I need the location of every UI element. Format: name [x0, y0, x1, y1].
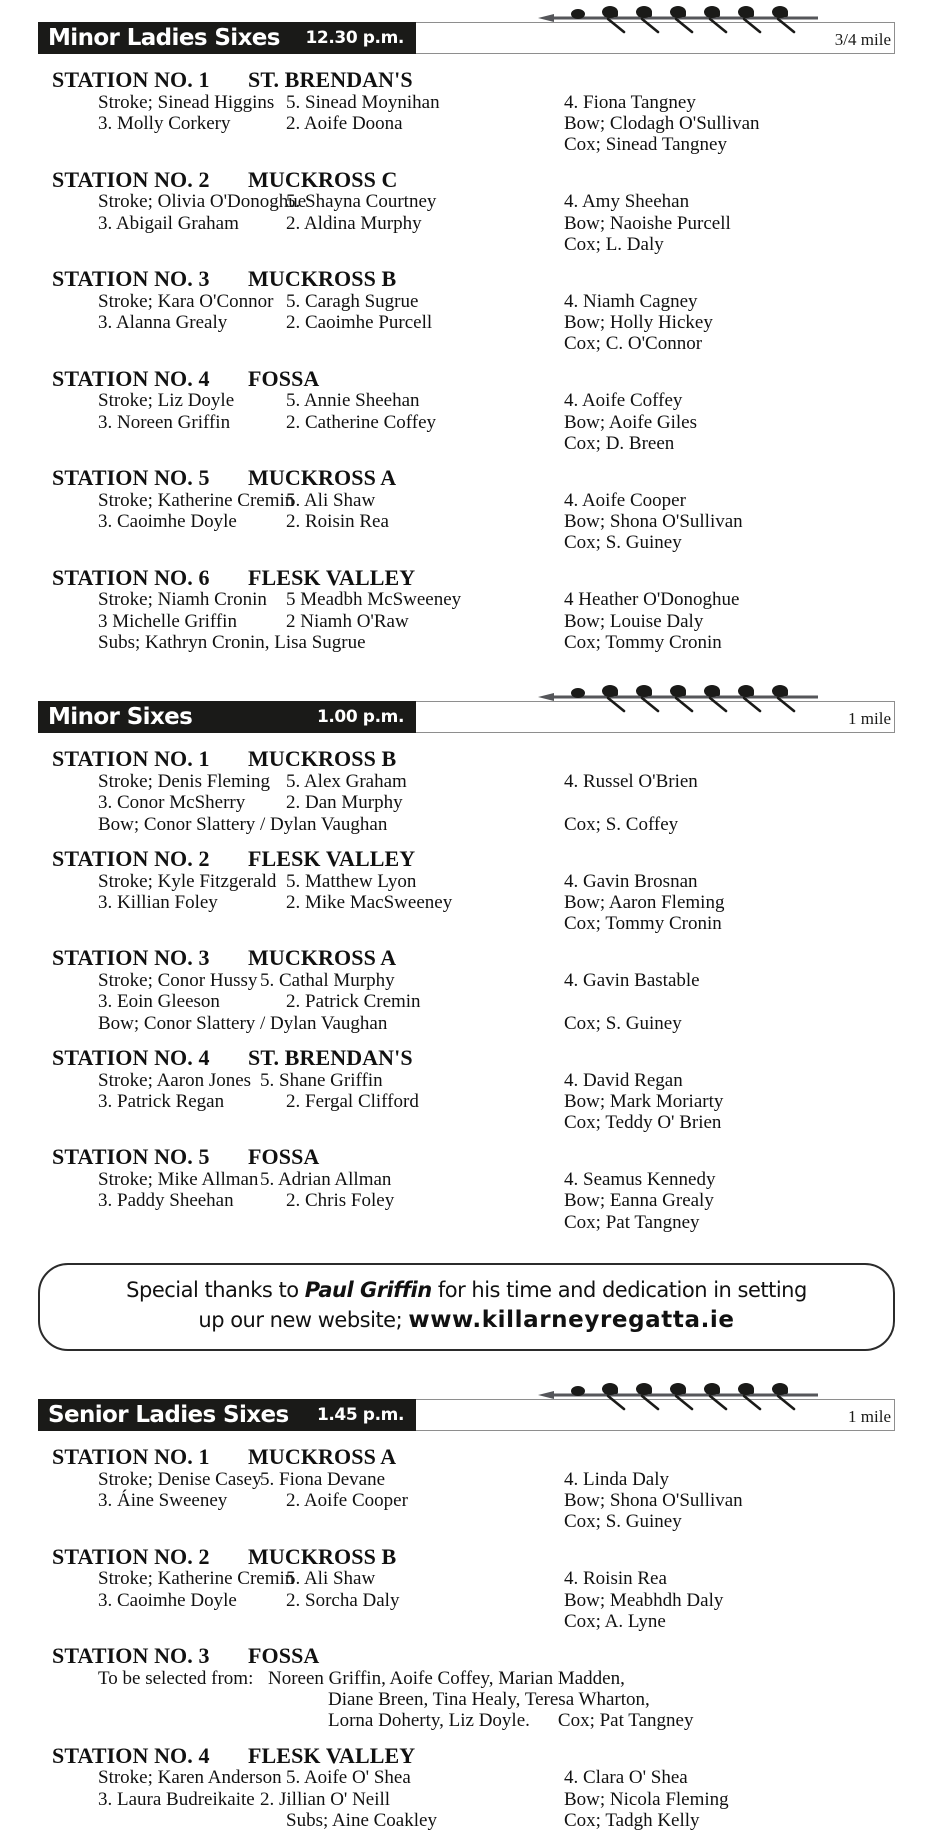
crew-seat: 5. Cathal Murphy: [260, 970, 395, 992]
crew-seat: 2. Patrick Cremin: [286, 991, 421, 1013]
station-number: STATION NO. 2: [52, 845, 210, 871]
station-number: STATION NO. 5: [52, 1144, 210, 1170]
station-club: FOSSA: [248, 365, 320, 391]
crew-seat: 2. Sorcha Daly: [286, 1589, 400, 1611]
crew-cox: Cox; L. Daly: [564, 233, 664, 255]
crew-seat: 2. Aoife Doona: [286, 113, 403, 135]
station-block: [38, 946, 895, 1034]
event-distance: 1 mile: [848, 709, 891, 729]
crew-seat: Bow; Aaron Fleming: [564, 891, 725, 913]
crew-row: [38, 333, 895, 354]
crew-seat: Stroke; Denise Casey: [98, 1468, 262, 1490]
station-block: [38, 68, 895, 156]
selection-line: Lorna Doherty, Liz Doyle.: [328, 1710, 530, 1732]
station-heading: [38, 946, 895, 970]
crew-seat: Bow; Shona O'Sullivan: [564, 511, 743, 533]
crew-cox: Cox; C. O'Connor: [564, 333, 703, 355]
event-time: 12.30 p.m.: [305, 27, 404, 48]
crew-seat: Stroke; Conor Hussy: [98, 970, 258, 992]
crew-seat: 2. Aoife Cooper: [286, 1490, 408, 1512]
crew-seat: 4. Linda Daly: [564, 1468, 670, 1490]
crew-seat: 5. Matthew Lyon: [286, 870, 417, 892]
station-heading: [38, 1744, 895, 1768]
crew-row: [38, 1013, 895, 1034]
station-number: STATION NO. 4: [52, 1044, 210, 1070]
crew-seat: 5. Shane Griffin: [260, 1069, 383, 1091]
crew-subs: Subs; Kathryn Cronin, Lisa Sugrue: [98, 632, 366, 654]
crew-row: [38, 589, 895, 610]
station-heading: [38, 1145, 895, 1169]
selection-label: To be selected from:: [98, 1667, 254, 1689]
crew-row: [38, 1568, 895, 1589]
crew-seat: 2. Fergal Clifford: [286, 1090, 419, 1112]
crew-bow: Bow; Conor Slattery / Dylan Vaughan: [98, 813, 388, 835]
crew-row: [38, 1689, 895, 1710]
crew-seat: 3. Laura Budreikaite: [98, 1788, 255, 1810]
crew-seat: [286, 1511, 550, 1532]
event-header-rule: [416, 701, 895, 733]
crew-seat: 4. Gavin Bastable: [564, 970, 700, 992]
crew-seat: Bow; Naoishe Purcell: [564, 212, 731, 234]
crew-row: [38, 291, 895, 312]
crew-seat: [38, 913, 286, 934]
crew-seat: [38, 1511, 286, 1532]
crew-seat: [38, 1212, 286, 1233]
crew-seat: Stroke; Denis Fleming: [98, 771, 271, 793]
station-club: FOSSA: [248, 1643, 320, 1669]
crew-seat: 2. Caoimhe Purcell: [286, 312, 433, 334]
crew-seat: 4. Russel O'Brien: [564, 771, 698, 793]
thanks-website-label: up our new website;: [198, 1307, 409, 1332]
station-number: STATION NO. 3: [52, 266, 210, 292]
station-block: [38, 1744, 895, 1831]
crew-seat: [38, 134, 286, 155]
event-section-minor-sixes: [38, 679, 895, 1233]
crew-seat: [38, 333, 286, 354]
crew-seat: 4. Gavin Brosnan: [564, 870, 698, 892]
selection-line: Noreen Griffin, Aoife Coffey, Marian Madden,: [268, 1667, 625, 1689]
crew-seat: [38, 1611, 286, 1632]
thanks-line-2: [66, 1305, 867, 1335]
website-url[interactable]: www.killarneyregatta.ie: [408, 1306, 735, 1333]
crew-seat: 3. Eoin Gleeson: [98, 991, 220, 1013]
crew-seat: [38, 1810, 286, 1831]
crew-row: [38, 191, 895, 212]
crew-seat: 5. Aoife O' Shea: [286, 1767, 411, 1789]
crew-seat: 4. Clara O' Shea: [564, 1767, 688, 1789]
crew-seat: 4. Aoife Coffey: [564, 390, 683, 412]
crew-seat: 5 Meadbh McSweeney: [286, 589, 462, 611]
crew-seat: 3. Conor McSherry: [98, 792, 246, 814]
crew-seat: 3. Molly Corkery: [98, 113, 231, 135]
crew-cox: Cox; Tommy Cronin: [564, 632, 722, 654]
event-header-rule: [416, 22, 895, 54]
crew-bow: Bow; Conor Slattery / Dylan Vaughan: [98, 1012, 388, 1034]
crew-row: [38, 913, 895, 934]
station-heading: [38, 1545, 895, 1569]
station-heading: [38, 466, 895, 490]
station-block: [38, 747, 895, 835]
crew-row: [38, 1212, 895, 1233]
crew-seat: 4 Heather O'Donoghue: [564, 589, 740, 611]
station-block: [38, 1445, 895, 1533]
crew-row: [38, 1590, 895, 1611]
crew-seat: Stroke; Aaron Jones: [98, 1069, 252, 1091]
station-club: FLESK VALLEY: [248, 1742, 416, 1768]
crew-cox: Cox; S. Guiney: [564, 532, 682, 554]
crew-seat: Bow; Nicola Fleming: [564, 1788, 729, 1810]
station-club: MUCKROSS B: [248, 266, 397, 292]
crew-row: [38, 1810, 895, 1831]
crew-row: [38, 1767, 895, 1788]
crew-seat: Bow; Aoife Giles: [564, 411, 697, 433]
station-number: STATION NO. 1: [52, 67, 210, 92]
station-heading: [38, 1046, 895, 1070]
event-title: Minor Ladies Sixes: [48, 24, 280, 51]
crew-seat: [286, 134, 550, 155]
crew-row: [38, 92, 895, 113]
crew-seat: [38, 433, 286, 454]
crew-seat: [38, 234, 286, 255]
event-header: [38, 1377, 895, 1433]
crew-row: [38, 1490, 895, 1511]
crew-seat: Bow; Meabhdh Daly: [564, 1589, 724, 1611]
event-distance: 1 mile: [848, 1407, 891, 1427]
station-number: STATION NO. 3: [52, 945, 210, 971]
station-number: STATION NO. 4: [52, 365, 210, 391]
crew-seat: 4. Aoife Cooper: [564, 489, 686, 511]
station-number: STATION NO. 1: [52, 746, 210, 772]
crew-seat: [286, 234, 550, 255]
crew-row: [38, 113, 895, 134]
crew-seat: Stroke; Karen Anderson: [98, 1767, 282, 1789]
station-block: [38, 1046, 895, 1134]
crew-seat: 3. Alanna Grealy: [98, 312, 228, 334]
crew-seat: [286, 433, 550, 454]
crew-seat: 5. Adrian Allman: [260, 1169, 392, 1191]
crew-seat: 2. Roisin Rea: [286, 511, 389, 533]
crew-seat: [286, 1112, 550, 1133]
station-block: [38, 1644, 895, 1732]
crew-seat: 3. Áine Sweeney: [98, 1490, 228, 1512]
crew-row: [38, 632, 895, 653]
crew-seat: 5. Alex Graham: [286, 771, 407, 793]
thanks-text-before: Special thanks to: [126, 1278, 305, 1303]
crew-row: [38, 213, 895, 234]
crew-row: [38, 792, 895, 813]
event-header-bar: [38, 22, 416, 54]
crew-seat: 2. Mike MacSweeney: [286, 891, 453, 913]
event-section-senior-ladies-sixes: [38, 1377, 895, 1831]
thanks-line-1: [66, 1277, 867, 1305]
crew-seat: Stroke; Liz Doyle: [98, 390, 235, 412]
crew-seat: Stroke; Katherine Cremin: [98, 1568, 295, 1590]
crew-row: [38, 1469, 895, 1490]
crew-seat: Stroke; Kyle Fitzgerald: [98, 870, 277, 892]
crew-seat: 3. Abigail Graham: [98, 212, 239, 234]
crew-row: [38, 611, 895, 632]
thanks-person-name: Paul Griffin: [304, 1278, 432, 1303]
crew-row: [38, 1112, 895, 1133]
station-block: [38, 367, 895, 455]
crew-seat: 3. Caoimhe Doyle: [98, 511, 237, 533]
crew-seat: 5. Annie Sheehan: [286, 390, 420, 412]
crew-seat: Stroke; Katherine Cremin: [98, 489, 295, 511]
station-block: [38, 566, 895, 654]
crew-seat: 5. Shayna Courtney: [286, 191, 437, 213]
crew-seat: 5. Ali Shaw: [286, 489, 376, 511]
crew-seat: [550, 991, 895, 1012]
crew-seat: 3. Paddy Sheehan: [98, 1190, 234, 1212]
crew-seat: Bow; Holly Hickey: [564, 312, 713, 334]
crew-seat: 2. Jillian O' Neill: [260, 1788, 391, 1810]
crew-row: [38, 134, 895, 155]
crew-row: [38, 1511, 895, 1532]
station-heading: [38, 1445, 895, 1469]
crew-seat: [286, 333, 550, 354]
crew-seat: 4. Niamh Cagney: [564, 290, 698, 312]
crew-seat: Stroke; Niamh Cronin: [98, 589, 267, 611]
crew-seat: 4. David Regan: [564, 1069, 683, 1091]
event-header-bar: [38, 1399, 416, 1431]
station-club: MUCKROSS A: [248, 1444, 397, 1470]
crew-seat: Bow; Shona O'Sullivan: [564, 1490, 743, 1512]
station-block: [38, 1145, 895, 1233]
station-club: MUCKROSS B: [248, 1543, 397, 1569]
crew-row: [38, 412, 895, 433]
event-header-rule: [416, 1399, 895, 1431]
station-number: STATION NO. 4: [52, 1742, 210, 1768]
crew-row: [38, 1190, 895, 1211]
station-club: FOSSA: [248, 1144, 320, 1170]
selection-line: Diane Breen, Tina Healy, Teresa Wharton,: [328, 1689, 650, 1711]
crew-cox: Cox; Tadgh Kelly: [564, 1810, 700, 1831]
crew-seat: 4. Seamus Kennedy: [564, 1169, 716, 1191]
station-club: FLESK VALLEY: [248, 845, 416, 871]
crew-seat: Bow; Eanna Grealy: [564, 1190, 714, 1212]
crew-row: [38, 390, 895, 411]
crew-cox: Cox; Tommy Cronin: [564, 913, 722, 935]
crew-seat: 5. Ali Shaw: [286, 1568, 376, 1590]
crew-seat: Bow; Clodagh O'Sullivan: [564, 113, 760, 135]
station-club: MUCKROSS A: [248, 465, 397, 491]
event-section-minor-ladies-sixes: [38, 0, 895, 653]
special-thanks-callout: [38, 1263, 895, 1351]
crew-cox: Cox; Teddy O' Brien: [564, 1112, 722, 1134]
crew-row: [38, 312, 895, 333]
crew-cox: Cox; S. Guiney: [564, 1012, 682, 1034]
station-block: [38, 1545, 895, 1633]
crew-seat: 4. Amy Sheehan: [564, 191, 690, 213]
station-club: MUCKROSS B: [248, 746, 397, 772]
crew-row: [38, 433, 895, 454]
event-title: Minor Sixes: [48, 703, 193, 730]
crew-seat: [550, 792, 895, 813]
crew-row: [38, 490, 895, 511]
station-heading: [38, 267, 895, 291]
crew-seat: 4. Fiona Tangney: [564, 91, 696, 113]
crew-seat: 3. Caoimhe Doyle: [98, 1589, 237, 1611]
crew-cox: Cox; S. Coffey: [564, 813, 679, 835]
crew-row: [38, 1789, 895, 1810]
crew-row: [38, 1169, 895, 1190]
crew-row: [38, 771, 895, 792]
crew-seat: 5. Sinead Moynihan: [286, 91, 440, 113]
crew-seat: 2. Catherine Coffey: [286, 411, 437, 433]
crew-seat: [286, 1212, 550, 1233]
crew-seat: 3. Noreen Griffin: [98, 411, 231, 433]
crew-cox: Cox; A. Lyne: [564, 1610, 666, 1632]
event-header: [38, 679, 895, 735]
station-number: STATION NO. 3: [52, 1643, 210, 1669]
crew-row: [38, 1710, 895, 1731]
crew-cox: Cox; Pat Tangney: [557, 1710, 694, 1732]
crew-row: [38, 532, 895, 553]
crew-cox: Cox; S. Guiney: [564, 1511, 682, 1533]
station-number: STATION NO. 1: [52, 1444, 210, 1470]
crew-seat: 3. Patrick Regan: [98, 1090, 225, 1112]
event-time: 1.00 p.m.: [316, 706, 404, 727]
crew-row: [38, 234, 895, 255]
crew-seat: 2. Dan Murphy: [286, 792, 403, 814]
crew-seat: 2 Niamh O'Raw: [286, 610, 409, 632]
event-title: Senior Ladies Sixes: [48, 1401, 289, 1428]
station-block: [38, 168, 895, 256]
crew-seat: [286, 913, 550, 934]
station-club: FLESK VALLEY: [248, 564, 416, 590]
crew-seat: 3. Killian Foley: [98, 891, 218, 913]
station-block: [38, 847, 895, 935]
station-number: STATION NO. 2: [52, 166, 210, 192]
station-heading: [38, 566, 895, 590]
crew-seat: 2. Aldina Murphy: [286, 212, 422, 234]
station-block: [38, 267, 895, 355]
crew-seat: 3 Michelle Griffin: [98, 610, 237, 632]
crew-seat: 5. Fiona Devane: [260, 1468, 386, 1490]
crew-row: [38, 892, 895, 913]
crew-row: [38, 1668, 895, 1689]
crew-row: [38, 871, 895, 892]
crew-row: [38, 511, 895, 532]
event-distance: 3/4 mile: [834, 30, 891, 49]
crew-seat: [286, 1611, 550, 1632]
crew-seat: Bow; Mark Moriarty: [564, 1090, 724, 1112]
event-header-bar: [38, 701, 416, 733]
crew-row: [38, 1091, 895, 1112]
event-time: 1.45 p.m.: [316, 1404, 404, 1425]
crew-cox: Cox; D. Breen: [564, 432, 675, 454]
crew-seat: [38, 532, 286, 553]
crew-subs: Subs; Aine Coakley: [286, 1810, 437, 1831]
crew-cox: Cox; Sinead Tangney: [564, 134, 727, 156]
crew-seat: [38, 1112, 286, 1133]
crew-cox: Cox; Pat Tangney: [564, 1211, 700, 1233]
crew-row: [38, 1070, 895, 1091]
crew-seat: Stroke; Sinead Higgins: [98, 91, 275, 113]
station-heading: [38, 168, 895, 192]
station-block: [38, 466, 895, 554]
thanks-text-after: for his time and dedication in setting: [431, 1278, 807, 1303]
station-number: STATION NO. 6: [52, 564, 210, 590]
crew-seat: [286, 532, 550, 553]
station-number: STATION NO. 5: [52, 465, 210, 491]
crew-row: [38, 970, 895, 991]
crew-seat: Bow; Louise Daly: [564, 610, 704, 632]
crew-seat: Stroke; Mike Allman: [98, 1169, 259, 1191]
station-club: ST. BRENDAN'S: [248, 1044, 413, 1070]
station-club: MUCKROSS A: [248, 945, 397, 971]
station-heading: [38, 847, 895, 871]
event-header: [38, 0, 895, 56]
station-heading: [38, 747, 895, 771]
crew-seat: 4. Roisin Rea: [564, 1568, 667, 1590]
crew-seat: Stroke; Olivia O'Donoghue: [98, 191, 307, 213]
station-club: ST. BRENDAN'S: [248, 67, 413, 92]
station-heading: [38, 1644, 895, 1668]
station-heading: [38, 68, 895, 92]
crew-row: [38, 991, 895, 1012]
station-heading: [38, 367, 895, 391]
station-number: STATION NO. 2: [52, 1543, 210, 1569]
crew-row: [38, 1611, 895, 1632]
crew-seat: Stroke; Kara O'Connor: [98, 290, 274, 312]
crew-row: [38, 814, 895, 835]
crew-seat: 2. Chris Foley: [286, 1190, 395, 1212]
crew-seat: 5. Caragh Sugrue: [286, 290, 419, 312]
station-club: MUCKROSS C: [248, 166, 398, 192]
